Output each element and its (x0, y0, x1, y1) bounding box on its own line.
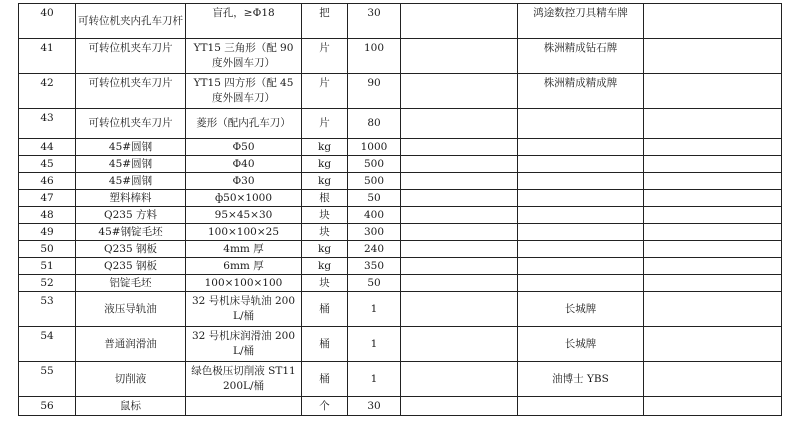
unit-cell[interactable]: kg (302, 156, 348, 173)
table-row (19, 241, 782, 258)
unit-cell[interactable]: 块 (302, 207, 348, 224)
unit-cell[interactable]: kg (302, 139, 348, 156)
brand-cell[interactable] (518, 139, 644, 156)
row-number-cell[interactable]: 47 (19, 190, 76, 207)
item-name-cell[interactable]: 塑料棒料 (76, 190, 186, 207)
row-number-cell[interactable]: 44 (19, 139, 76, 156)
spec-cell[interactable]: Ф30 (186, 173, 302, 190)
table-row (19, 139, 782, 156)
quantity-cell[interactable]: 350 (348, 258, 401, 275)
quantity-cell[interactable]: 1 (348, 292, 401, 327)
unit-cell[interactable]: 桶 (302, 292, 348, 327)
unit-cell[interactable]: 片 (302, 74, 348, 109)
empty-cell[interactable] (401, 156, 518, 173)
item-name-cell[interactable]: 可转位机夹车刀片 (76, 109, 186, 139)
empty-cell[interactable] (644, 241, 782, 258)
unit-cell[interactable]: 把 (302, 4, 348, 39)
row-number-cell[interactable]: 45 (19, 156, 76, 173)
table-row (19, 207, 782, 224)
table-row (19, 74, 782, 109)
brand-cell[interactable] (518, 207, 644, 224)
empty-cell[interactable] (401, 258, 518, 275)
spec-cell[interactable]: YT15 四方形（配 45 度外圆车刀） (186, 74, 302, 109)
unit-cell[interactable]: 片 (302, 39, 348, 74)
empty-cell[interactable] (644, 4, 782, 39)
item-name-cell[interactable]: 铝锭毛坯 (76, 275, 186, 292)
item-name-cell[interactable]: 45#圆钢 (76, 139, 186, 156)
table-row (19, 173, 782, 190)
empty-cell[interactable] (401, 173, 518, 190)
spec-cell[interactable]: 6mm 厚 (186, 258, 302, 275)
empty-cell[interactable] (401, 190, 518, 207)
spec-cell[interactable] (186, 397, 302, 416)
unit-cell[interactable]: 片 (302, 109, 348, 139)
unit-cell[interactable]: kg (302, 173, 348, 190)
quantity-cell[interactable]: 500 (348, 173, 401, 190)
empty-cell[interactable] (401, 362, 518, 397)
row-number-cell[interactable]: 41 (19, 39, 76, 74)
spec-cell[interactable]: 32 号机床润滑油 200L/桶 (186, 327, 302, 362)
empty-cell[interactable] (644, 224, 782, 241)
item-name-cell[interactable]: 45#钢锭毛坯 (76, 224, 186, 241)
brand-cell[interactable] (518, 190, 644, 207)
spec-cell[interactable]: 100×100×100 (186, 275, 302, 292)
brand-cell[interactable]: 长城牌 (518, 327, 644, 362)
quantity-cell[interactable]: 1 (348, 362, 401, 397)
spec-cell[interactable]: 4mm 厚 (186, 241, 302, 258)
empty-cell[interactable] (401, 39, 518, 74)
spec-cell[interactable]: 菱形（配内孔车刀） (186, 109, 302, 139)
spec-cell[interactable]: ф50×1000 (186, 190, 302, 207)
table-row (19, 258, 782, 275)
table-row (19, 156, 782, 173)
item-name-cell[interactable]: 45#圆钢 (76, 156, 186, 173)
empty-cell[interactable] (644, 109, 782, 139)
unit-cell[interactable]: 块 (302, 224, 348, 241)
empty-cell[interactable] (401, 109, 518, 139)
unit-cell[interactable]: kg (302, 258, 348, 275)
item-name-cell[interactable]: 鼠标 (76, 397, 186, 416)
empty-cell[interactable] (644, 362, 782, 397)
quantity-cell[interactable]: 30 (348, 397, 401, 416)
item-name-cell[interactable]: 切削液 (76, 362, 186, 397)
brand-cell[interactable] (518, 258, 644, 275)
empty-cell[interactable] (401, 224, 518, 241)
unit-cell[interactable]: 块 (302, 275, 348, 292)
table-row (19, 109, 782, 139)
table-row (19, 4, 782, 39)
row-number-cell[interactable]: 46 (19, 173, 76, 190)
row-number-cell[interactable]: 54 (19, 327, 76, 362)
brand-cell[interactable] (518, 224, 644, 241)
row-number-cell[interactable]: 42 (19, 74, 76, 109)
empty-cell[interactable] (401, 207, 518, 224)
unit-cell[interactable]: 桶 (302, 327, 348, 362)
quantity-cell[interactable]: 50 (348, 190, 401, 207)
item-name-cell[interactable]: 可转位机夹车刀片 (76, 39, 186, 74)
row-number-cell[interactable]: 48 (19, 207, 76, 224)
brand-cell[interactable] (518, 241, 644, 258)
empty-cell[interactable] (401, 275, 518, 292)
quantity-cell[interactable]: 300 (348, 224, 401, 241)
item-name-cell[interactable]: 可转位机夹车刀片 (76, 74, 186, 109)
unit-cell[interactable]: kg (302, 241, 348, 258)
table-row (19, 397, 782, 416)
item-name-cell[interactable]: Q235 钢板 (76, 241, 186, 258)
brand-cell[interactable] (518, 173, 644, 190)
row-number-cell[interactable]: 55 (19, 362, 76, 397)
row-number-cell[interactable]: 52 (19, 275, 76, 292)
empty-cell[interactable] (644, 292, 782, 327)
empty-cell[interactable] (644, 327, 782, 362)
empty-cell[interactable] (644, 190, 782, 207)
brand-cell[interactable]: 鸿途数控刀具精车牌 (518, 4, 644, 39)
empty-cell[interactable] (644, 74, 782, 109)
row-number-cell[interactable]: 49 (19, 224, 76, 241)
table-row (19, 275, 782, 292)
spec-cell[interactable]: 盲孔，≥Ф18 (186, 4, 302, 39)
row-number-cell[interactable]: 43 (19, 109, 76, 139)
unit-cell[interactable]: 根 (302, 190, 348, 207)
spec-cell[interactable]: 32 号机床导轨油 200L/桶 (186, 292, 302, 327)
spec-cell[interactable]: Ф50 (186, 139, 302, 156)
empty-cell[interactable] (644, 39, 782, 74)
table-row (19, 39, 782, 74)
brand-cell[interactable] (518, 275, 644, 292)
item-name-cell[interactable]: 普通润滑油 (76, 327, 186, 362)
spec-cell[interactable]: Ф40 (186, 156, 302, 173)
item-name-cell[interactable]: 可转位机夹内孔车刀杆 (76, 4, 186, 39)
empty-cell[interactable] (401, 327, 518, 362)
quantity-cell[interactable]: 500 (348, 156, 401, 173)
item-name-cell[interactable]: Q235 钢板 (76, 258, 186, 275)
brand-cell[interactable] (518, 156, 644, 173)
empty-cell[interactable] (644, 173, 782, 190)
spec-cell[interactable]: 100×100×25 (186, 224, 302, 241)
inventory-table (18, 3, 782, 416)
item-name-cell[interactable]: 液压导轨油 (76, 292, 186, 327)
quantity-cell[interactable]: 80 (348, 109, 401, 139)
table-row (19, 292, 782, 327)
row-number-cell[interactable]: 56 (19, 397, 76, 416)
brand-cell[interactable]: 株洲精成精成牌 (518, 74, 644, 109)
quantity-cell[interactable]: 400 (348, 207, 401, 224)
empty-cell[interactable] (644, 258, 782, 275)
brand-cell[interactable] (518, 397, 644, 416)
brand-cell[interactable] (518, 109, 644, 139)
empty-cell[interactable] (644, 156, 782, 173)
empty-cell[interactable] (401, 139, 518, 156)
empty-cell[interactable] (644, 275, 782, 292)
quantity-cell[interactable]: 30 (348, 4, 401, 39)
empty-cell[interactable] (401, 292, 518, 327)
empty-cell[interactable] (401, 4, 518, 39)
spec-cell[interactable]: 95×45×30 (186, 207, 302, 224)
quantity-cell[interactable]: 90 (348, 74, 401, 109)
empty-cell[interactable] (401, 241, 518, 258)
empty-cell[interactable] (401, 74, 518, 109)
brand-cell[interactable]: 长城牌 (518, 292, 644, 327)
table-row (19, 362, 782, 397)
empty-cell[interactable] (401, 397, 518, 416)
brand-cell[interactable]: 株洲精成钻石牌 (518, 39, 644, 74)
item-name-cell[interactable]: 45#圆钢 (76, 173, 186, 190)
table-row (19, 190, 782, 207)
empty-cell[interactable] (644, 207, 782, 224)
item-name-cell[interactable]: Q235 方料 (76, 207, 186, 224)
table-row (19, 327, 782, 362)
empty-cell[interactable] (644, 397, 782, 416)
brand-cell[interactable]: 油博士 YBS (518, 362, 644, 397)
row-number-cell[interactable]: 51 (19, 258, 76, 275)
table-row (19, 224, 782, 241)
row-number-cell[interactable]: 53 (19, 292, 76, 327)
unit-cell[interactable]: 个 (302, 397, 348, 416)
empty-cell[interactable] (644, 139, 782, 156)
quantity-cell[interactable]: 50 (348, 275, 401, 292)
quantity-cell[interactable]: 1000 (348, 139, 401, 156)
row-number-cell[interactable]: 40 (19, 4, 76, 39)
spec-cell[interactable]: YT15 三角形（配 90 度外圆车刀） (186, 39, 302, 74)
quantity-cell[interactable]: 240 (348, 241, 401, 258)
unit-cell[interactable]: 桶 (302, 362, 348, 397)
quantity-cell[interactable]: 1 (348, 327, 401, 362)
row-number-cell[interactable]: 50 (19, 241, 76, 258)
spec-cell[interactable]: 绿色极压切削液 ST11 200L/桶 (186, 362, 302, 397)
quantity-cell[interactable]: 100 (348, 39, 401, 74)
